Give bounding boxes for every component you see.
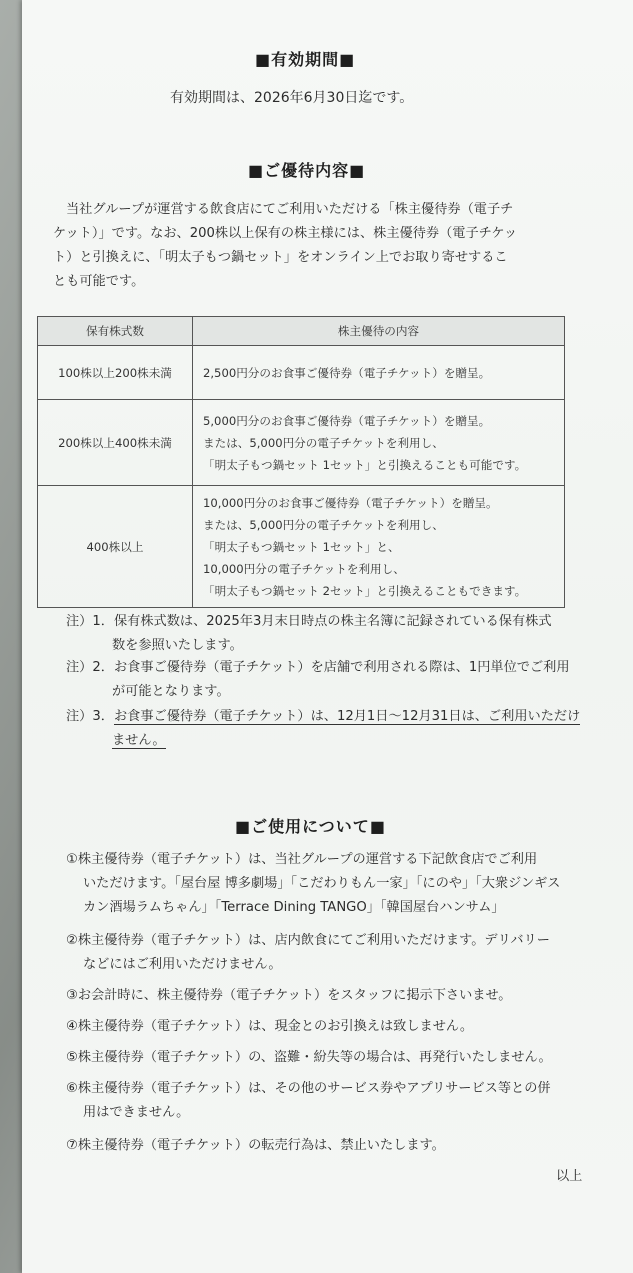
benefit-line: 「明太子もつ鍋セット 1セット」と引換えることも可能です。 <box>203 457 527 472</box>
benefit-line: 10,000円分のお食事ご優待券（電子チケット）を贈呈。 <box>203 495 498 510</box>
usage-item-1 <box>66 848 560 920</box>
validity-heading: ■有効期間■ <box>255 50 356 69</box>
note-line: お食事ご優待券（電子チケット）は、12月1日〜12月31日は、ご利用いただけ <box>113 709 581 724</box>
usage-line: 用はできません。 <box>83 1105 190 1120</box>
usage-line: ②株主優待券（電子チケット）は、店内飲食にてご利用いただけます。デリバリー <box>66 933 550 948</box>
note-line: お食事ご優待券（電子チケット）を店舗で利用される際は、1円単位でご利用 <box>113 660 570 675</box>
usage-heading-text: ご使用について <box>251 817 370 836</box>
note-line: が可能となります。 <box>112 684 230 699</box>
benefits-heading-text: ご優待内容 <box>264 161 350 180</box>
benefits-paragraph-line: とも可能です。 <box>53 274 145 289</box>
usage-item-5 <box>66 1046 552 1070</box>
usage-line: ③お会計時に、株主優待券（電子チケット）をスタッフに掲示下さいませ。 <box>66 988 512 1003</box>
note-3 <box>66 705 580 753</box>
shares-cell: 200株以上400株未満 <box>38 400 193 486</box>
note-label: 注）1． <box>66 614 114 629</box>
benefit-line: または、5,000円分の電子チケットを利用し、 <box>203 517 444 532</box>
usage-line: いただけます。「屋台屋 博多劇場」「こだわりもん一家」「にのや」「大衆ジンギス <box>83 876 561 891</box>
validity-text: 有効期間は、2026年6月30日迄です。 <box>170 90 414 106</box>
benefit-line: または、5,000円分の電子チケットを利用し、 <box>203 435 444 450</box>
usage-item-4 <box>66 1015 473 1039</box>
benefit-cell <box>193 400 565 486</box>
usage-item-6 <box>66 1077 551 1125</box>
benefits-heading: ■ご優待内容■ <box>248 161 366 180</box>
benefits-paragraph-line: ケット）」です。なお、200株以上保有の株主様には、株主優待券（電子チケッ <box>53 226 518 241</box>
benefit-line: 10,000円分の電子チケットを利用し、 <box>203 561 405 576</box>
benefit-line: 「明太子もつ鍋セット 1セット」と、 <box>203 539 400 554</box>
usage-line: ⑤株主優待券（電子チケット）の、盗難・紛失等の場合は、再発行いたしません。 <box>66 1050 552 1065</box>
validity-heading-text: 有効期間 <box>271 50 340 69</box>
benefits-paragraph-line: 当社グループが運営する飲食店にてご利用いただける「株主優待券（電子チ <box>66 202 514 217</box>
closing-text: 以上 <box>556 1169 583 1184</box>
shares-cell: 100株以上200株未満 <box>38 346 193 400</box>
benefits-paragraph <box>53 198 518 294</box>
usage-item-3 <box>66 984 511 1008</box>
usage-line: ⑦株主優待券（電子チケット）の転売行為は、禁止いたします。 <box>66 1138 445 1153</box>
table-row <box>38 486 565 608</box>
usage-item-2 <box>66 929 550 977</box>
benefit-cell <box>193 346 565 400</box>
benefit-line: 「明太子もつ鍋セット 2セット」と引換えることもできます。 <box>203 583 527 598</box>
note-line: ません。 <box>112 733 166 748</box>
usage-heading: ■ご使用について■ <box>235 817 386 836</box>
table-row <box>38 346 565 400</box>
benefit-line: 5,000円分のお食事ご優待券（電子チケット）を贈呈。 <box>203 413 491 428</box>
usage-line: カン酒場ラムちゃん」「Terrace Dining TANGO」「韓国屋台ハンサム」 <box>83 900 505 915</box>
table-header-row <box>38 317 565 346</box>
note-2 <box>66 656 570 704</box>
header-benefit: 株主優待の内容 <box>193 317 565 346</box>
usage-line: などにはご利用いただけません。 <box>83 957 282 972</box>
benefit-line: 2,500円分のお食事ご優待券（電子チケット）を贈呈。 <box>203 365 491 380</box>
usage-line: ⑥株主優待券（電子チケット）は、その他のサービス券やアプリサービス等との併 <box>66 1081 551 1096</box>
usage-item-7 <box>66 1134 445 1158</box>
benefits-paragraph-line: ト）と引換えに、「明太子もつ鍋セット」をオンライン上でお取り寄せするこ <box>53 250 508 265</box>
header-shares: 保有株式数 <box>38 317 193 346</box>
usage-line: ①株主優待券（電子チケット）は、当社グループの運営する下記飲食店でご利用 <box>66 852 538 867</box>
note-label: 注）2． <box>66 660 114 675</box>
note-line: 保有株式数は、2025年3月末日時点の株主名簿に記録されている保有株式 <box>113 614 552 629</box>
table-row <box>38 400 565 486</box>
note-1 <box>66 610 552 658</box>
note-label: 注）3． <box>66 709 114 724</box>
benefits-table <box>37 316 565 608</box>
shares-cell: 400株以上 <box>38 486 193 608</box>
usage-line: ④株主優待券（電子チケット）は、現金とのお引換えは致しません。 <box>66 1019 474 1034</box>
note-line: 数を参照いたします。 <box>112 638 243 653</box>
benefit-cell <box>193 486 565 608</box>
